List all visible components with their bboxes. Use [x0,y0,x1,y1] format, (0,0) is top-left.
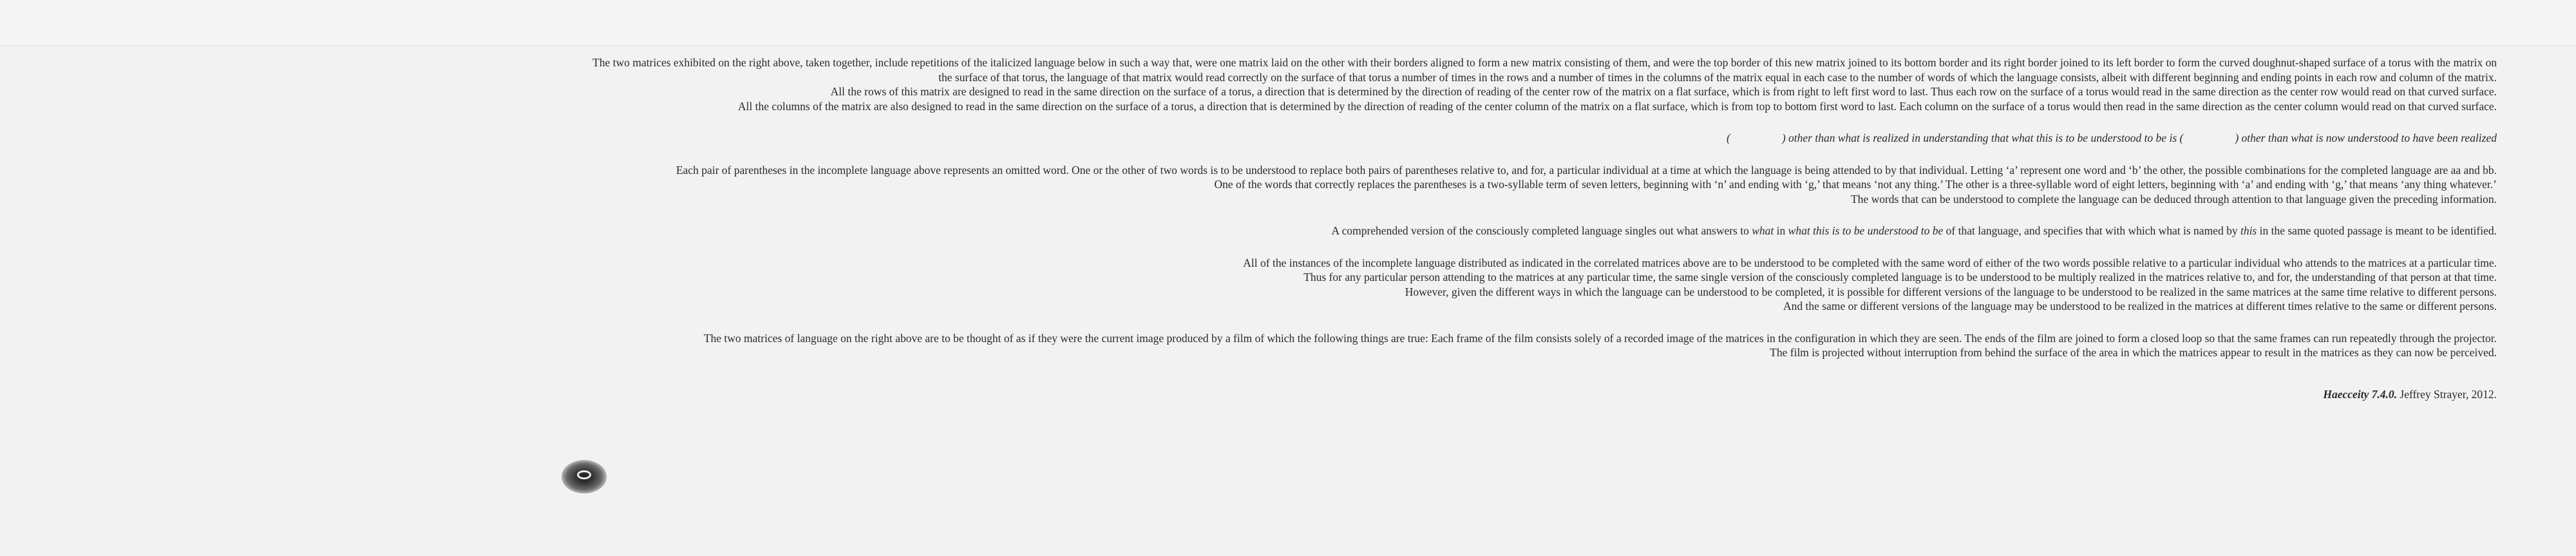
italic-segment: what [1752,224,1774,237]
text-line: However, given the different ways in which the language can be understood to be completed, it is possible for different versions of the language to be understood to be realized in the same matrices at the same time relative to different persons. [1405,285,2497,298]
text-line: All the rows of this matrix are designed to read in the same direction on the surface of a torus, a direction that is determined by the direction of reading of the center row of the matrix on a flat surface, which is from right to left first word to last. Thus each row on the surface of a torus would read in the same direction as the center row would read on that curved surface. [830,85,2497,98]
text-segment: A comprehended version of the consciously completed language singles out what answers to [1331,224,1752,237]
text-line: The two matrices of language on the right above are to be thought of as if they were the current image produced by a film of which the following things are true: Each frame of the film consists solely of a recorded image of the matrices in the configuration in which they are seen. The ends of the film are joined to form a closed loop so that the same frames can run repeatedly through the projector. [703,331,2497,345]
incomplete-language-line [50,131,2497,146]
text-segment: in [1774,224,1788,237]
text-line: Thus for any particular person attending to the matrices at any particular time, the same single version of the consciously completed language is to be understood to be multiply realized in the matrices relative to, and for, the understanding of that person at that time. [1303,271,2497,283]
incomplete-language [50,131,2497,146]
italic-segment: what this is to be understood to be [1788,224,1944,237]
text-line: the surface of that torus, the language of that matrix would read correctly on the surface of that torus a number of times in the rows and a number of times in the columns of the matrix equal in each case to the number of words of which the language consists, albeit with different beginning and ending points in each row and column of the matrix. [938,70,2497,84]
top-bar [0,0,2576,46]
text-line: The two matrices exhibited on the right above, taken together, include repetitions of the italicized language below in such a way that, were one matrix laid on the other with their borders aligned to form a new matrix consisting of them, and were the top border of this new matrix joined to its bottom border and its right border joined to its left border to form the curved doughnut-shaped surface of a torus with the matrix on [592,56,2497,69]
text-line: All the columns of the matrix are also designed to read in the same direction on the surface of a torus, a direction that is determined by the direction of reading of the center column of the matrix on a flat surface, which is from top to bottom first word to last. Each column on the surface of a torus would then read in the same direction as the center column would read on that curved surface. [737,99,2497,113]
text-line [50,224,2497,238]
comprehended-version-paragraph [50,224,2497,238]
text-line: One of the words that correctly replaces the parentheses is a two-syllable term of seven letters, beginning with ‘n’ and ending with ‘g,’ that means ‘not any thing.’ The other is a three-syllable word of eight letters, beginning with ‘a’ and ending with ‘g,’ that means ‘any thing whatever.’ [1214,178,2497,191]
signature-line [50,387,2497,402]
incomplete-language-part2: ) other than what is now understood to have been realized [2235,131,2497,144]
eye-shine [577,470,591,479]
incomplete-language-part1: ) other than what is realized in understanding that what this is to be understood to be is ( [1781,131,2184,144]
text-line: And the same or different versions of the language may be understood to be realized in the matrices at different times relative to the same or different persons. [1783,300,2497,312]
text-segment: in the same quoted passage is meant to be identified. [2257,224,2497,237]
text-line: The words that can be understood to complete the language can be deduced through attention to that language given the preceding information. [1850,192,2497,206]
film-paragraph [50,331,2497,360]
parentheses-explanation-paragraph [50,163,2497,207]
author-credit: Jeffrey Strayer, 2012. [2397,387,2497,401]
instances-paragraph [50,256,2497,314]
text-line: The film is projected without interruption from behind the surface of the area in which the matrices appear to result in the matrices as they can now be perceived. [1770,346,2497,359]
signature [50,387,2497,402]
text-line: All of the instances of the incomplete language distributed as indicated in the correlated matrices above are to be understood to be completed with the same word of either of the two words possible relative to a particular individual who attends to the matrices at a particular time. [1243,256,2497,269]
eye-ball-icon [562,460,607,494]
italic-segment: this [2240,224,2257,237]
text-segment: of that language, and specifies that with which what is named by [1943,224,2240,237]
document-body [50,55,2497,401]
text-line: Each pair of parentheses in the incomplete language above represents an omitted word. One or the other of two words is to be understood to replace both pairs of parentheses relative to, and for, a particular individual at a time at which the language is being attended to by that individual. Letting ‘a’ represent one word and ‘b’ the other, the possible combinations for the completed language are aa and bb. [676,163,2497,177]
torus-explanation-paragraph [50,55,2497,113]
work-title: Haecceity 7.4.0. [2323,387,2398,401]
parenthesis-open: ( [1726,131,1730,144]
